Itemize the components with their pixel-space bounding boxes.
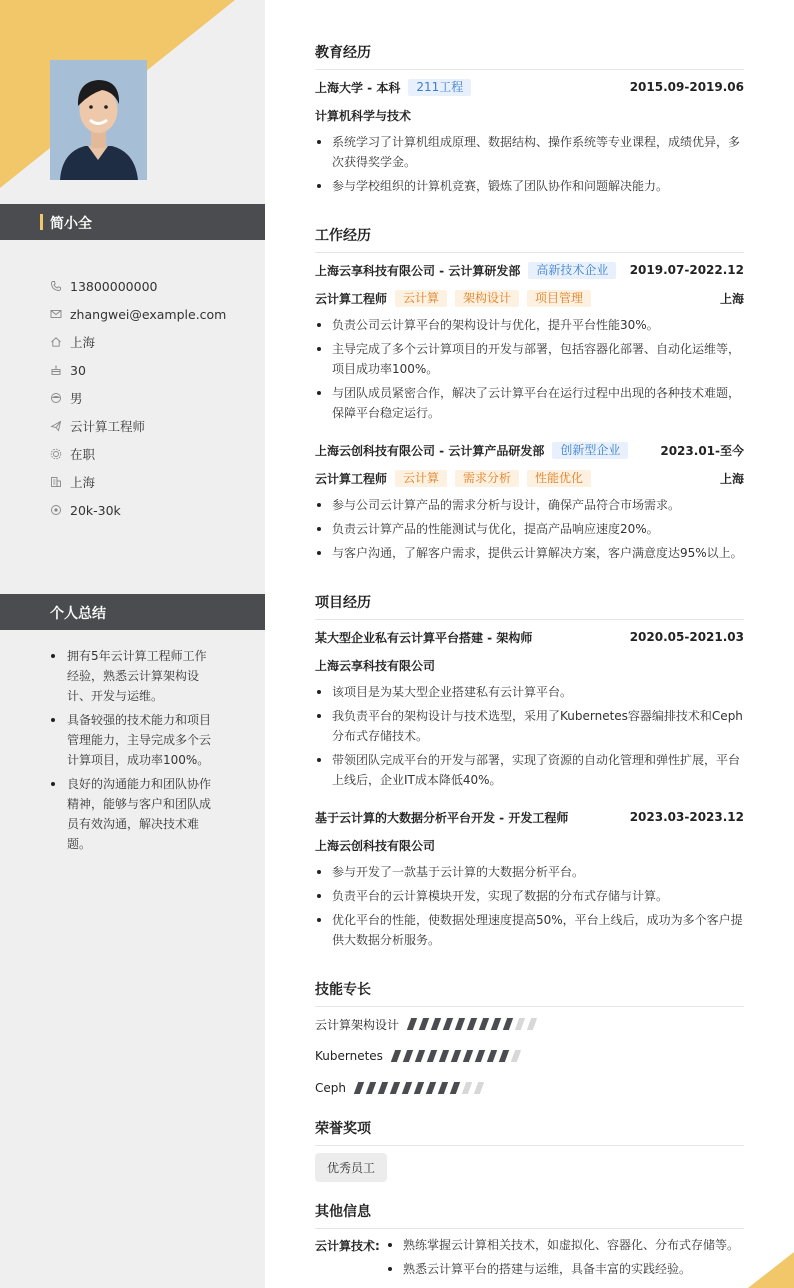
skill-level-bar [356, 1082, 488, 1094]
job-city: 上海 [719, 291, 744, 306]
skill-segment-filled [499, 1050, 509, 1062]
status-icon [50, 448, 62, 460]
skill-segment-filled [463, 1050, 473, 1062]
job-role-row [315, 469, 744, 487]
education-header [315, 78, 744, 96]
skill-name: 云计算架构设计 [315, 1017, 400, 1032]
skill-segment-filled [439, 1050, 449, 1062]
age-icon [50, 364, 62, 376]
skill-level-bar [409, 1018, 541, 1030]
summary-title: 个人总结 [50, 606, 106, 622]
email-icon [50, 308, 62, 320]
education-major: 计算机科学与技术 [315, 109, 412, 123]
city-icon [50, 476, 62, 488]
list-item: 我负责平台的架构设计与技术选型，采用了Kubernetes容器编排技术和Ceph分布式存储技术。 [315, 706, 744, 746]
project-list [315, 682, 744, 794]
job-date: 2023.01-至今 [660, 443, 744, 458]
list-item: 具备较强的技术能力和项目管理能力，主导完成多个云计算项目，成功率100%。 [50, 710, 215, 770]
section-title-honors: 荣誉奖项 [315, 1118, 744, 1146]
project-date: 2020.05-2021.03 [629, 630, 744, 644]
list-item: 熟练掌握云计算相关技术，如虚拟化、容器化、分布式存储等。 [386, 1235, 746, 1255]
education-school: 上海大学 - 本科 [315, 80, 401, 95]
job-role: 云计算工程师 [315, 291, 388, 306]
education-tag: 211工程 [408, 79, 471, 96]
skill-segment-empty [462, 1082, 472, 1094]
project-name: 某大型企业私有云计算平台搭建 - 架构师 [315, 630, 533, 645]
job-header [315, 261, 744, 279]
contact-job [50, 412, 226, 440]
contact-age-text: 30 [70, 362, 86, 378]
skill-segment-filled [414, 1082, 424, 1094]
summary-list [50, 646, 215, 858]
list-item: 负责云计算产品的性能测试与优化，提高产品响应速度20%。 [315, 519, 744, 539]
job-icon [50, 420, 62, 432]
profile-photo [50, 60, 147, 180]
list-item: 参与学校组织的计算机竞赛，锻炼了团队协作和问题解决能力。 [315, 176, 744, 196]
contact-home-text: 上海 [70, 335, 96, 350]
contact-gender [50, 384, 226, 412]
skill-segment-filled [403, 1050, 413, 1062]
job-duties-list [315, 315, 744, 427]
skill-segment-filled [390, 1082, 400, 1094]
gender-icon [50, 392, 62, 404]
skill-segment-empty [511, 1050, 521, 1062]
skill-level-bar [393, 1050, 525, 1062]
skill-segment-filled [366, 1082, 376, 1094]
skill-segment-filled [491, 1018, 501, 1030]
other-label: 云计算技术: [315, 1239, 380, 1253]
job-header [315, 441, 744, 459]
project-company: 上海云享科技有限公司 [315, 659, 436, 673]
job-duties-list [315, 495, 744, 567]
skill-name: Kubernetes [315, 1049, 383, 1063]
project-header [315, 628, 744, 646]
list-item: 与团队成员紧密合作，解决了云计算平台在运行过程中出现的各种技术难题，保障平台稳定运行。 [315, 383, 744, 423]
list-item: 系统学习了计算机组成原理、数据结构、操作系统等专业课程，成绩优异，多次获得奖学金。 [315, 132, 744, 172]
skill-segment-filled [451, 1050, 461, 1062]
job-company: 上海云创科技有限公司 - 云计算产品研发部 [315, 443, 545, 458]
skill-name: Ceph [315, 1081, 346, 1095]
contact-phone-text: 13800000000 [70, 278, 158, 294]
skill-tag: 需求分析 [455, 470, 519, 487]
job-date: 2019.07-2022.12 [629, 263, 744, 277]
contact-city [50, 468, 226, 496]
skill-segment-filled [487, 1050, 497, 1062]
skill-segment-filled [479, 1018, 489, 1030]
contact-gender-text: 男 [70, 391, 83, 406]
skill-segment-filled [402, 1082, 412, 1094]
contact-job-text: 云计算工程师 [70, 419, 146, 434]
list-item: 与客户沟通，了解客户需求，提供云计算解决方案，客户满意度达95%以上。 [315, 543, 744, 563]
skill-segment-filled [407, 1018, 417, 1030]
skill-tag: 架构设计 [455, 290, 519, 307]
section-title-projects: 项目经历 [315, 592, 744, 620]
skill-row [315, 1080, 488, 1096]
list-item: 带领团队完成平台的开发与部署，实现了资源的自动化管理和弹性扩展，平台上线后，企业IT成本降低40%。 [315, 750, 744, 790]
list-item: 负责平台的云计算模块开发，实现了数据的分布式存储与计算。 [315, 886, 744, 906]
skill-segment-filled [426, 1082, 436, 1094]
job-city: 上海 [719, 471, 744, 486]
contact-email-text: zhangwei@example.com [70, 306, 227, 322]
skill-segment-empty [527, 1018, 537, 1030]
skill-segment-filled [438, 1082, 448, 1094]
section-title-skills: 技能专长 [315, 979, 744, 1007]
list-item: 参与开发了一款基于云计算的大数据分析平台。 [315, 862, 744, 882]
job-role: 云计算工程师 [315, 471, 388, 486]
phone-icon [50, 280, 62, 292]
skill-segment-filled [503, 1018, 513, 1030]
contact-home [50, 328, 226, 356]
skill-segment-filled [443, 1018, 453, 1030]
list-item: 参与公司云计算产品的需求分析与设计，确保产品符合市场需求。 [315, 495, 744, 515]
skill-tag: 云计算 [395, 470, 447, 487]
contact-phone [50, 272, 226, 300]
name-bar [0, 204, 265, 240]
contact-age [50, 356, 226, 384]
salary-icon [50, 504, 62, 516]
list-item: 拥有5年云计算工程师工作经验，熟悉云计算架构设计、开发与运维。 [50, 646, 215, 706]
skill-tag: 项目管理 [527, 290, 591, 307]
job-company-tag: 创新型企业 [552, 442, 628, 459]
honor-badge: 优秀员工 [315, 1153, 387, 1182]
skill-tag: 性能优化 [527, 470, 591, 487]
skill-segment-filled [415, 1050, 425, 1062]
list-item: 熟悉云计算平台的搭建与运维，具备丰富的实践经验。 [386, 1259, 746, 1279]
project-list [315, 862, 744, 954]
section-title-work: 工作经历 [315, 225, 744, 253]
list-item: 主导完成了多个云计算项目的开发与部署，包括容器化部署、自动化运维等，项目成功率100%。 [315, 339, 744, 379]
list-item: 负责公司云计算平台的架构设计与优化，提升平台性能30%。 [315, 315, 744, 335]
education-date: 2015.09-2019.06 [629, 80, 744, 94]
job-role-row [315, 289, 744, 307]
project-header [315, 808, 744, 826]
list-item: 该项目是为某大型企业搭建私有云计算平台。 [315, 682, 744, 702]
skill-segment-filled [455, 1018, 465, 1030]
sidebar [0, 0, 265, 1288]
contact-city-text: 上海 [70, 475, 96, 490]
project-name: 基于云计算的大数据分析平台开发 - 开发工程师 [315, 810, 569, 825]
skill-segment-filled [354, 1082, 364, 1094]
name-accent-mark [40, 214, 43, 230]
skill-row [315, 1048, 525, 1064]
contact-status [50, 440, 226, 468]
section-title-other: 其他信息 [315, 1201, 744, 1229]
education-list [315, 132, 744, 200]
section-title-education: 教育经历 [315, 42, 744, 70]
summary-header [0, 594, 265, 630]
contact-salary-text: 20k-30k [70, 502, 121, 518]
skill-segment-empty [515, 1018, 525, 1030]
skill-segment-filled [419, 1018, 429, 1030]
list-item: 优化平台的性能，使数据处理速度提高50%，平台上线后，成功为多个客户提供大数据分析服务。 [315, 910, 744, 950]
job-company: 上海云享科技有限公司 - 云计算研发部 [315, 263, 521, 278]
avatar-illustration [50, 60, 147, 180]
skill-segment-filled [427, 1050, 437, 1062]
contact-list [50, 272, 226, 524]
skill-segment-filled [475, 1050, 485, 1062]
list-item: 良好的沟通能力和团队协作精神，能够与客户和团队成员有效沟通，解决技术难题。 [50, 774, 215, 854]
project-date: 2023.03-2023.12 [629, 810, 744, 824]
other-list [386, 1235, 746, 1283]
skill-segment-filled [467, 1018, 477, 1030]
contact-email [50, 300, 226, 328]
home-icon [50, 336, 62, 348]
skill-segment-filled [450, 1082, 460, 1094]
skill-tag: 云计算 [395, 290, 447, 307]
job-company-tag: 高新技术企业 [528, 262, 616, 279]
project-company: 上海云创科技有限公司 [315, 839, 436, 853]
profile-name: 简小全 [50, 216, 92, 232]
skill-segment-empty [474, 1082, 484, 1094]
contact-salary [50, 496, 226, 524]
skill-segment-filled [378, 1082, 388, 1094]
skill-segment-filled [391, 1050, 401, 1062]
skill-segment-filled [431, 1018, 441, 1030]
skill-row [315, 1016, 541, 1032]
decorative-corner-bottom [748, 1252, 794, 1288]
contact-status-text: 在职 [70, 447, 96, 462]
